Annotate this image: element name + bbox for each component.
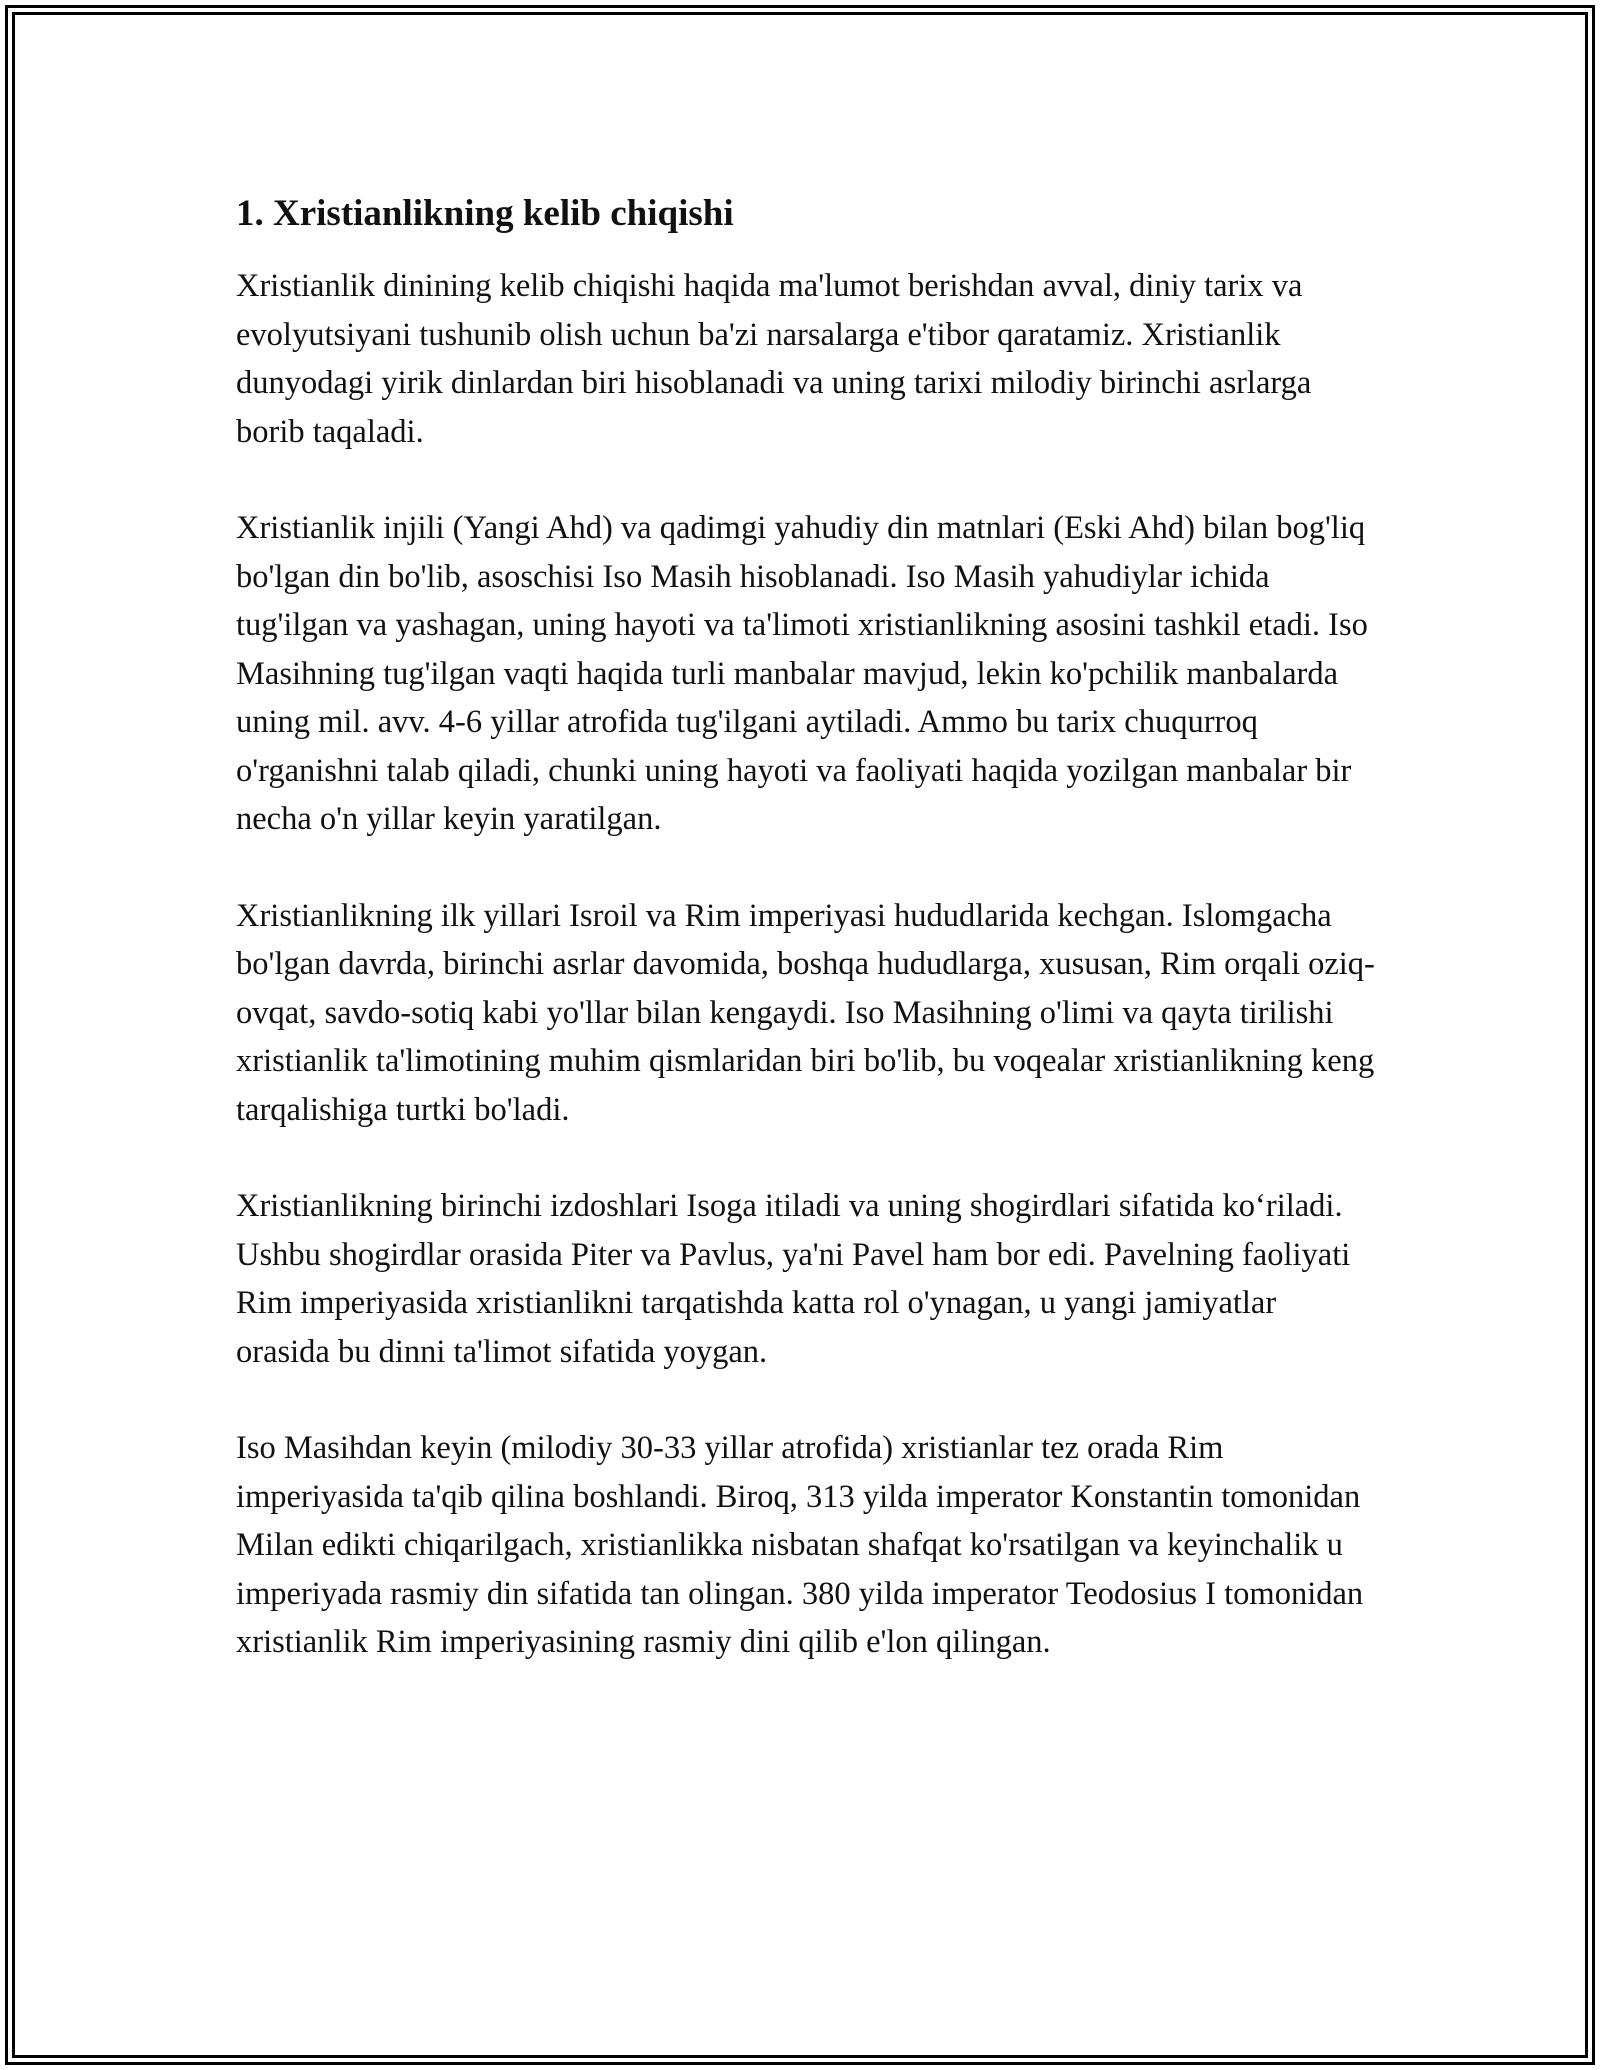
paragraph-roman-empire: Iso Masihdan keyin (milodiy 30-33 yillar atrofida) xristianlar tez orada Rim imperiyasida ta'qib qilina boshlandi. Biroq, 313 yilda imperator Konstantin tomonidan Milan edikti chiqarilgach, xristianlikka nisbatan shafqat ko'rsatilgan va keyinchalik u imperiyada rasmiy din sifatida tan olingan. 380 yilda imperator Teodosius I tomonidan xristianlik Rim imperiyasining rasmiy dini qilib e'lon qilingan. — [236, 1430, 1364, 1660]
document-body — [236, 188, 1376, 1715]
section-heading: 1. Xristianlikning kelib chiqishi — [236, 193, 734, 234]
paragraph-origins: Xristianlik injili (Yangi Ahd) va qadimgi yahudiy din matnlari (Eski Ahd) bilan bog'liq bo'lgan din bo'lib, asoschisi Iso Masih hisoblanadi. Iso Masih yahudiylar ichida tug'ilgan va yashagan, uning hayoti va ta'limoti xristianlikning asosini tashkil etadi. Iso Masihning tug'ilgan vaqti haqida turli manbalar mavjud, lekin ko'pchilik manbalarda uning mil. avv. 4-6 yillar atrofida tug'ilgani aytiladi. Ammo bu tarix chuqurroq o'rganishni talab qiladi, chunki uning hayoti va faoliyati haqida yozilgan manbalar bir necha o'n yillar keyin yaratilgan. — [236, 510, 1368, 837]
paragraph-early-years: Xristianlikning ilk yillari Isroil va Rim imperiyasi hududlarida kechgan. Islomgacha bo'lgan davrda, birinchi asrlar davomida, boshqa hududlarga, xususan, Rim orqali oziq-ovqat, savdo-sotiq kabi yo'llar bilan kengaydi. Iso Masihning o'limi va qayta tirilishi xristianlik ta'limotining muhim qismlaridan biri bo'lib, bu voqealar xristianlikning keng tarqalishiga turtki bo'ladi. — [236, 897, 1375, 1128]
paragraph-intro: Xristianlik dinining kelib chiqishi haqida ma'lumot berishdan avval, diniy tarix va evolyutsiyani tushunib olish uchun ba'zi narsalarga e'tibor qaratamiz. Xristianlik dunyodagi yirik dinlardan biri hisoblanadi va uning tarixi milodiy birinchi asrlarga borib taqaladi. — [236, 268, 1312, 450]
paragraph-followers: Xristianlikning birinchi izdoshlari Isoga itiladi va uning shogirdlari sifatida ko‘riladi. Ushbu shogirdlar orasida Piter va Pavlus, ya'ni Pavel ham bor edi. Pavelning faoliyati Rim imperiyasida xristianlikni tarqatishda katta rol o'ynagan, u yangi jamiyatlar orasida bu dinni ta'limot sifatida yoygan. — [236, 1188, 1351, 1370]
